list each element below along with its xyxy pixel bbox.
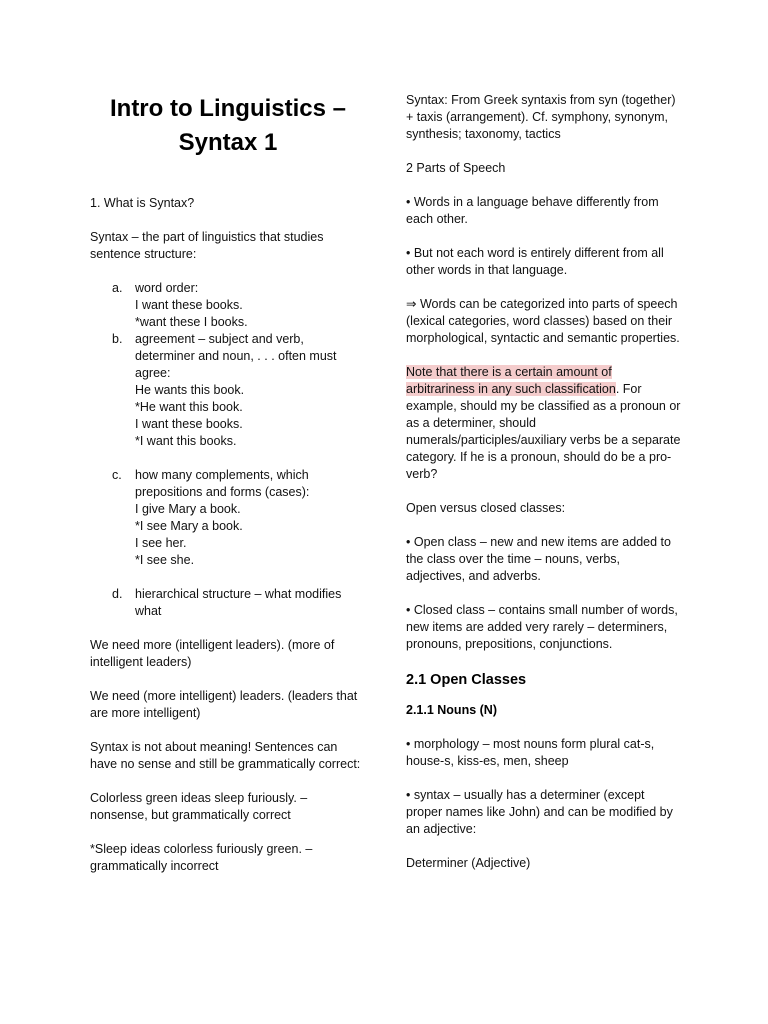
- list-marker: d.: [112, 587, 123, 601]
- example-sentence: He wants this book.: [135, 383, 245, 397]
- example-sentence: I give Mary a book.: [135, 502, 241, 516]
- list-item: [90, 280, 366, 331]
- example-sentence: *I want this books.: [135, 434, 237, 448]
- list-item: [90, 331, 366, 450]
- arbitrariness-note: [406, 364, 682, 483]
- heading-nouns: 2.1.1 Nouns (N): [406, 703, 497, 717]
- syntax-definition: Syntax – the part of linguistics that studies sentence structure:: [90, 230, 324, 261]
- bullet-closed-class: • Closed class – contains small number of words, new items are added very rarely – determiners, pronouns, prepositions, conjunctions.: [406, 603, 678, 651]
- open-vs-closed-label: Open versus closed classes:: [406, 501, 566, 515]
- paragraph-not-about-meaning: Syntax is not about meaning! Sentences can have no sense and still be grammatically correct:: [90, 740, 361, 771]
- list-line: agreement – subject and verb, determiner and noun, . . . often must agree:: [135, 332, 337, 380]
- note-continuation: . For example, should my be classified as a pronoun or as a determiner, should numerals/participles/auxiliary verbs be a separate category. If he is a pronoun, should do be a pro-verb?: [406, 382, 681, 481]
- paragraph-more-intelligent-2: We need (more intelligent) leaders. (leaders that are more intelligent): [90, 689, 358, 720]
- etymology-paragraph: Syntax: From Greek syntaxis from syn (together) + taxis (arrangement). Cf. symphony, synonym, synthesis; taxonomy, tactics: [406, 93, 676, 141]
- right-column: [406, 92, 682, 889]
- example-sentence: *I see she.: [135, 553, 195, 567]
- example-sentence: *He want this book.: [135, 400, 243, 414]
- list-marker: c.: [112, 468, 122, 482]
- list-item: [90, 586, 366, 620]
- paragraph-colorless-green: Colorless green ideas sleep furiously. – nonsense, but grammatically correct: [90, 791, 308, 822]
- syntax-aspects-list: [90, 280, 366, 620]
- example-sentence: I want these books.: [135, 417, 243, 431]
- highlighted-text: Note that there is a certain amount of arbitrariness in any such classification: [406, 365, 616, 396]
- example-sentence: I see her.: [135, 536, 187, 550]
- list-marker: a.: [112, 281, 123, 295]
- example-sentence: I want these books.: [135, 298, 243, 312]
- list-line: how many complements, which prepositions and forms (cases):: [135, 468, 310, 499]
- section-what-is-syntax: 1. What is Syntax?: [90, 196, 195, 210]
- left-column: [90, 92, 366, 892]
- bullet-morphology: • morphology – most nouns form plural cat-s, house-s, kiss-es, men, sheep: [406, 737, 655, 768]
- page-title: Intro to Linguistics – Syntax 1: [109, 95, 346, 156]
- bullet-behave-differently: • Words in a language behave differently from each other.: [406, 195, 659, 226]
- determiner-adjective: Determiner (Adjective): [406, 856, 531, 870]
- parts-of-speech-heading: 2 Parts of Speech: [406, 161, 506, 175]
- example-sentence: *want these I books.: [135, 315, 248, 329]
- list-marker: b.: [112, 332, 123, 346]
- categorized-paragraph: ⇒ Words can be categorized into parts of speech (lexical categories, word classes) based on their morphological, syntactic and semantic properties.: [406, 297, 680, 345]
- heading-open-classes: 2.1 Open Classes: [406, 672, 527, 688]
- paragraph-more-intelligent-1: We need more (intelligent leaders). (more of intelligent leaders): [90, 638, 335, 669]
- bullet-syntax-determiner: • syntax – usually has a determiner (except proper names like John) and can be modified by an adjective:: [406, 788, 673, 836]
- bullet-not-entirely-different: • But not each word is entirely different from all other words in that language.: [406, 246, 664, 277]
- list-line: hierarchical structure – what modifies what: [135, 587, 342, 618]
- example-sentence: *I see Mary a book.: [135, 519, 243, 533]
- bullet-open-class: • Open class – new and new items are added to the class over the time – nouns, verbs, adjectives, and adverbs.: [406, 535, 671, 583]
- paragraph-sleep-ideas: *Sleep ideas colorless furiously green. – grammatically incorrect: [90, 842, 313, 873]
- list-line: word order:: [135, 281, 199, 295]
- list-item: [90, 467, 366, 569]
